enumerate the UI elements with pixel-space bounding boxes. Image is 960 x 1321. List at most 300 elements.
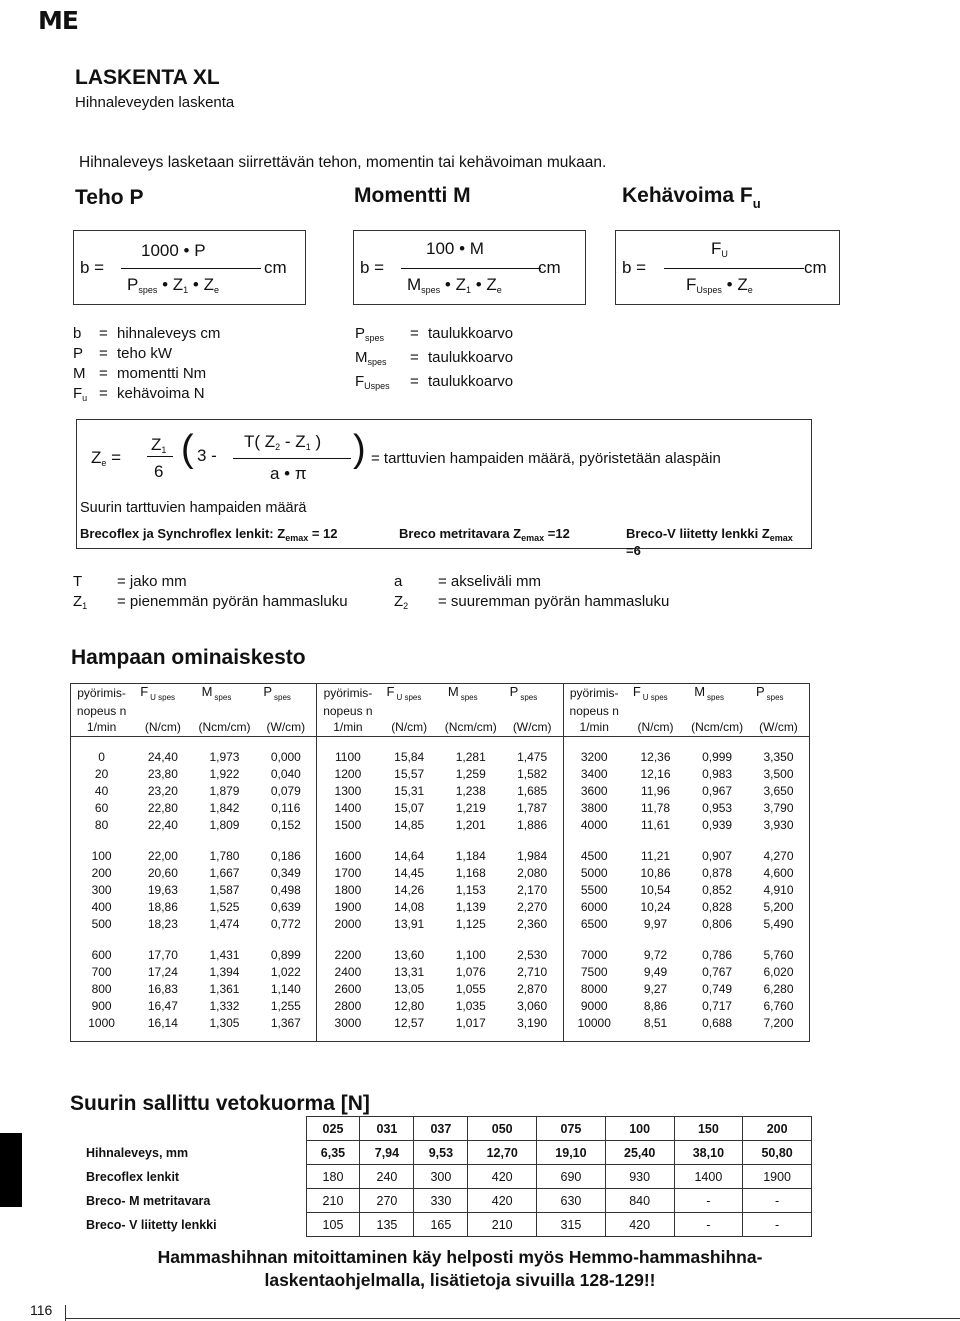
table-cell: 4500	[563, 847, 625, 864]
table-cell: 1,474	[209, 916, 240, 931]
header-cell: M $_{spes}$	[194, 684, 256, 703]
table-cell: 50,80	[743, 1141, 812, 1165]
spacer-row	[71, 932, 810, 946]
definition-desc: taulukkoarvo	[428, 373, 514, 390]
table-cell: 1,219	[455, 800, 486, 815]
definition-symbol: Mspes	[355, 349, 387, 367]
definition-eq: =	[410, 373, 419, 390]
header-cell: (Ncm/cm)	[691, 720, 744, 735]
code-cell: 100	[605, 1117, 674, 1141]
table-cell: 14,08	[394, 899, 425, 914]
code-cell: 150	[674, 1117, 743, 1141]
table-cell: 9,97	[643, 916, 668, 931]
table-cell: 0,907	[702, 848, 733, 863]
table-cell: 7,94	[360, 1141, 414, 1165]
table-cell: 15,31	[394, 783, 425, 798]
heading-teho: Teho P	[75, 186, 144, 209]
table-cell: 2400	[317, 963, 379, 980]
table-row	[76, 1189, 812, 1213]
table-cell: 400	[71, 898, 133, 915]
table-cell: 3,060	[517, 998, 548, 1013]
table-cell: 800	[71, 980, 133, 997]
vetokuorma-table	[76, 1116, 812, 1237]
definition-row	[73, 324, 220, 344]
formula-denominator: $P_{spes}$ • $Z_1$ • $Z_e$	[127, 275, 219, 295]
table-cell: 0,079	[270, 783, 301, 798]
table-cell: 0,939	[702, 817, 733, 832]
header-cell: P $_{spes}$	[255, 684, 316, 703]
header-cell: nopeus n	[563, 702, 625, 719]
header-cell: nopeus n	[317, 702, 379, 719]
table-cell: 5500	[563, 881, 625, 898]
header-row	[71, 684, 810, 703]
table-cell: 3200	[563, 748, 625, 765]
table-cell: 20	[71, 765, 133, 782]
table-cell: 7,200	[748, 1014, 810, 1031]
table-cell: 1,886	[517, 817, 548, 832]
table-cell: 3600	[563, 782, 625, 799]
table-cell: 1,140	[270, 981, 301, 996]
table-row	[71, 782, 810, 799]
definition-symbol: P	[73, 345, 84, 362]
table-cell: 0,186	[270, 848, 301, 863]
header-cell: (N/cm)	[637, 720, 674, 735]
open-paren: (	[181, 428, 194, 470]
table-cell: 1,431	[209, 947, 240, 962]
table-cell: 14,45	[394, 865, 425, 880]
table-row	[71, 963, 810, 980]
table-cell: 3,350	[748, 748, 810, 765]
table-cell: 240	[360, 1165, 414, 1189]
header-cell: pyörimis-	[563, 684, 625, 703]
table-cell: 420	[468, 1189, 537, 1213]
table-cell: 1,361	[209, 981, 240, 996]
page-rule-bottom	[65, 1318, 960, 1319]
table-cell: 9,72	[643, 947, 668, 962]
table-cell: 180	[306, 1165, 360, 1189]
formula-kehavoima	[615, 230, 840, 305]
table-row	[71, 980, 810, 997]
table-cell: 1,125	[455, 916, 486, 931]
header-cell: F $_{U spes}$	[132, 684, 193, 703]
definition-row	[355, 324, 513, 348]
formula-denominator: $M_{spes}$ • $Z_1$ • $Z_e$	[407, 275, 502, 295]
table-cell: 1800	[317, 881, 379, 898]
table-cell: 18,23	[147, 916, 178, 931]
table-cell: 2000	[317, 915, 379, 932]
table-cell: 10000	[563, 1014, 625, 1031]
table-cell: 38,10	[674, 1141, 743, 1165]
close-paren: )	[353, 428, 366, 470]
table-cell: 0	[71, 748, 133, 765]
table-cell: 13,60	[394, 947, 425, 962]
table-cell: 840	[605, 1189, 674, 1213]
table-cell: 1200	[317, 765, 379, 782]
table-cell: 22,40	[147, 817, 178, 832]
table-cell: 165	[414, 1213, 468, 1237]
header-cell	[686, 702, 748, 719]
header-cell	[502, 702, 563, 719]
table-cell: 3,500	[748, 765, 810, 782]
header-cell	[625, 702, 686, 719]
table-cell: 1,394	[209, 964, 240, 979]
page-number: 116	[30, 1302, 53, 1318]
spacer-row	[71, 833, 810, 847]
header-cell: pyörimis-	[71, 684, 133, 703]
table-cell: 22,00	[147, 848, 178, 863]
table-cell: 0,116	[271, 800, 301, 815]
header-cell: (N/cm)	[144, 720, 181, 735]
suurin-heading: Suurin tarttuvien hampaiden määrä	[80, 500, 307, 516]
table-cell: 6,020	[748, 963, 810, 980]
formula-unit: cm	[538, 258, 561, 277]
definition-desc: teho kW	[117, 345, 173, 362]
table-cell: 3000	[317, 1014, 379, 1031]
table-cell: 6500	[563, 915, 625, 932]
table-cell: 9,49	[643, 964, 668, 979]
table-cell: 14,64	[394, 848, 425, 863]
table-cell: 900	[71, 997, 133, 1014]
symbol-a: a = akseliväli mm	[394, 573, 541, 590]
table-cell: -	[743, 1213, 812, 1237]
table-cell: 16,47	[147, 998, 178, 1013]
table-cell: 11,78	[640, 800, 671, 815]
formula-lhs: b =	[360, 258, 385, 277]
table-row	[76, 1141, 812, 1165]
table-row	[76, 1165, 812, 1189]
table-cell: 0,828	[702, 899, 733, 914]
code-cell: 050	[468, 1117, 537, 1141]
table-cell: 60	[71, 799, 133, 816]
row-label: Breco- V liitetty lenkki	[86, 1217, 217, 1232]
table-cell: 1,879	[209, 783, 240, 798]
header-cell	[255, 702, 316, 719]
header-cell	[748, 702, 810, 719]
table-cell: 10,54	[640, 882, 671, 897]
table-cell: 1,587	[209, 882, 240, 897]
code-cell: 025	[306, 1117, 360, 1141]
definitions-left	[73, 324, 220, 408]
table-cell: 3,190	[517, 1015, 548, 1030]
table-cell: 1,255	[270, 998, 301, 1013]
table-cell: 2,170	[517, 882, 548, 897]
table-cell: 19,10	[537, 1141, 606, 1165]
header-cell	[379, 702, 440, 719]
table-cell: 12,70	[468, 1141, 537, 1165]
definition-symbol: b	[73, 325, 82, 342]
table-cell: 135	[360, 1213, 414, 1237]
formula-momentti	[353, 230, 586, 305]
table-cell: 0,983	[702, 766, 733, 781]
table-cell: 1,201	[455, 817, 486, 832]
symbol-t: T = jako mm	[73, 573, 187, 590]
table-cell: 0,878	[702, 865, 733, 880]
formula-numerator: $F_U$	[711, 239, 728, 259]
table-cell: 7500	[563, 963, 625, 980]
table-cell: 6,760	[748, 997, 810, 1014]
ze-z1: $Z_1$	[151, 435, 167, 455]
table-cell: 1500	[317, 816, 379, 833]
table-cell: 8,51	[643, 1015, 668, 1030]
definition-row	[73, 384, 220, 408]
table-cell: 1,281	[455, 749, 486, 764]
table-row	[71, 748, 810, 765]
table-cell: 1,100	[455, 947, 486, 962]
header-cell: pyörimis-	[317, 684, 379, 703]
table-cell: 9000	[563, 997, 625, 1014]
header-cell: (W/cm)	[512, 720, 552, 735]
table-row	[71, 847, 810, 864]
table-cell: 15,84	[394, 749, 425, 764]
formula-unit: cm	[804, 258, 827, 277]
table-row	[71, 915, 810, 932]
side-tab-marker	[0, 1133, 22, 1207]
spacer-row	[71, 1031, 810, 1041]
table-cell: 0,749	[702, 981, 733, 996]
table-cell: 2200	[317, 946, 379, 963]
symbol-z1: Z1 = pienemmän pyörän hammasluku	[73, 593, 348, 611]
formula-teho	[73, 230, 306, 305]
table-cell: 23,80	[147, 766, 178, 781]
formula-numerator: 100 • M	[426, 239, 484, 258]
table-cell: 700	[71, 963, 133, 980]
table-cell: 0,999	[702, 749, 733, 764]
table-cell: -	[674, 1189, 743, 1213]
definition-symbol: M	[73, 365, 86, 382]
code-cell: 037	[414, 1117, 468, 1141]
table-cell: 12,16	[640, 766, 671, 781]
table-row	[71, 864, 810, 881]
hampaan-title: Hampaan ominaiskesto	[71, 646, 306, 669]
ze-result: = tarttuvien hampaiden määrä, pyöristetään alaspäin	[371, 450, 721, 467]
definition-eq: =	[99, 345, 108, 362]
table-row	[71, 997, 810, 1014]
table-cell: 4,600	[748, 864, 810, 881]
table-cell: 2600	[317, 980, 379, 997]
table-cell: 20,60	[147, 865, 178, 880]
table-cell: 1,984	[517, 848, 548, 863]
table-cell: 2,080	[517, 865, 548, 880]
header-cell: P $_{spes}$	[748, 684, 810, 703]
table-cell: 14,26	[394, 882, 425, 897]
table-cell: -	[743, 1189, 812, 1213]
table-cell: 1300	[317, 782, 379, 799]
table-cell: 2,870	[517, 981, 548, 996]
table-cell: 0,639	[270, 899, 301, 914]
table-cell: 0,899	[270, 947, 301, 962]
table-cell: 3,930	[748, 816, 810, 833]
table-cell: 19,63	[147, 882, 178, 897]
table-cell: 11,21	[640, 848, 671, 863]
page-title: LASKENTA XL	[75, 66, 220, 89]
table-cell: 1,780	[209, 848, 240, 863]
spacer-row	[71, 736, 810, 748]
table-cell: 12,80	[394, 998, 425, 1013]
table-cell: 1,475	[517, 749, 548, 764]
table-cell: 1400	[674, 1165, 743, 1189]
table-cell: 17,70	[147, 947, 178, 962]
header-cell: (Ncm/cm)	[444, 720, 497, 735]
formula-denominator: $F_{Uspes}$ • $Z_e$	[686, 275, 753, 295]
table-cell: 420	[468, 1165, 537, 1189]
table-cell: 1,259	[455, 766, 486, 781]
formula-lhs: b =	[622, 258, 647, 277]
definition-eq: =	[410, 325, 419, 342]
ze-lhs: $Z_e$ =	[91, 448, 122, 468]
definition-symbol: Fu	[73, 385, 88, 403]
heading-momentti: Momentti M	[354, 184, 471, 207]
table-cell: 0,786	[702, 947, 733, 962]
table-cell: 3,790	[748, 799, 810, 816]
table-cell: 0,498	[270, 882, 301, 897]
table-row	[76, 1213, 812, 1237]
table-cell: 2800	[317, 997, 379, 1014]
table-cell: 11,61	[640, 817, 671, 832]
table-cell: 270	[360, 1189, 414, 1213]
table-cell: 0,953	[702, 800, 733, 815]
table-cell: 315	[537, 1213, 606, 1237]
table-cell: 5,490	[748, 915, 810, 932]
code-row	[76, 1117, 812, 1141]
definition-symbol: Pspes	[355, 325, 385, 343]
table-cell: 16,14	[147, 1015, 178, 1030]
table-cell: 8000	[563, 980, 625, 997]
table-cell: 1,139	[455, 899, 486, 914]
table-row	[71, 881, 810, 898]
table-cell: 1,184	[455, 848, 486, 863]
header-cell: nopeus n	[71, 702, 133, 719]
definition-eq: =	[410, 349, 419, 366]
table-cell: 23,20	[147, 783, 178, 798]
footer-line-2: laskentaohjelmalla, lisätietoja sivuilla 128-129!!	[264, 1270, 656, 1290]
formula-lhs: b =	[80, 258, 105, 277]
table-cell: 200	[71, 864, 133, 881]
footer-note	[80, 1246, 840, 1292]
table-cell: 18,86	[147, 899, 178, 914]
suurin-item-2: Breco metritavara $Z_{emax} =12$	[399, 526, 570, 543]
table-row	[71, 816, 810, 833]
table-cell: 1,035	[455, 998, 486, 1013]
table-cell: 40	[71, 782, 133, 799]
header-cell	[194, 702, 256, 719]
table-cell: 8,86	[643, 998, 668, 1013]
table-cell: 1,685	[517, 783, 548, 798]
table-cell: 1700	[317, 864, 379, 881]
table-cell: 105	[306, 1213, 360, 1237]
heading-kehavoima: Kehävoima $F_u$	[622, 184, 761, 211]
definition-row	[73, 364, 220, 384]
table-cell: 11,96	[640, 783, 671, 798]
table-cell: 14,85	[394, 817, 425, 832]
table-cell: 330	[414, 1189, 468, 1213]
table-cell: 3,650	[748, 782, 810, 799]
table-cell: -	[674, 1213, 743, 1237]
table-cell: 1,022	[270, 964, 301, 979]
table-cell: 12,36	[640, 749, 671, 764]
ze-three: 3 -	[197, 446, 217, 465]
table-cell: 10,86	[640, 865, 671, 880]
definition-desc: hihnaleveys cm	[117, 325, 221, 342]
table-cell: 0,152	[270, 817, 301, 832]
hampaan-table	[70, 683, 810, 1042]
table-cell: 1100	[317, 748, 379, 765]
ze-formula-box	[76, 419, 812, 558]
code-cell: 200	[743, 1117, 812, 1141]
table-cell: 13,05	[394, 981, 425, 996]
header-cell: (Ncm/cm)	[198, 720, 251, 735]
row-label: Brecoflex lenkit	[86, 1169, 180, 1184]
header-cell: (N/cm)	[391, 720, 428, 735]
table-cell: 5,200	[748, 898, 810, 915]
header-cell: (W/cm)	[266, 720, 306, 735]
table-cell: 9,27	[643, 981, 668, 996]
header-cell: M $_{spes}$	[440, 684, 502, 703]
definition-desc: kehävoima N	[117, 385, 205, 402]
definition-eq: =	[99, 385, 108, 402]
table-cell: 4000	[563, 816, 625, 833]
table-row	[71, 765, 810, 782]
header-cell	[440, 702, 502, 719]
header-cell: 1/min	[317, 719, 379, 736]
table-cell: 600	[71, 946, 133, 963]
definition-desc: taulukkoarvo	[428, 349, 514, 366]
table-cell: 0,852	[702, 882, 733, 897]
table-cell: 1,168	[455, 865, 486, 880]
table-cell: 24,40	[147, 749, 178, 764]
table-cell: 1,238	[455, 783, 486, 798]
definition-symbol: FUspes	[355, 373, 390, 391]
header-cell: F $_{U spes}$	[625, 684, 686, 703]
definitions-right	[355, 324, 513, 396]
table-cell: 1600	[317, 847, 379, 864]
header-cell: (W/cm)	[748, 719, 810, 736]
table-cell: 3800	[563, 799, 625, 816]
table-cell: 2,530	[517, 947, 548, 962]
ze-six: 6	[154, 462, 164, 481]
table-cell: 630	[537, 1189, 606, 1213]
table-row	[71, 946, 810, 963]
definition-row	[355, 348, 513, 372]
table-cell: 6000	[563, 898, 625, 915]
code-cell: 075	[537, 1117, 606, 1141]
footer-line-1: Hammashihnan mitoittaminen käy helposti myös Hemmo-hammashihna-	[157, 1247, 763, 1267]
definition-eq: =	[99, 325, 108, 342]
table-cell: 1,367	[270, 1015, 301, 1030]
table-cell: 15,57	[394, 766, 425, 781]
code-cell: 031	[360, 1117, 414, 1141]
vetokuorma-title: Suurin sallittu vetokuorma [N]	[70, 1092, 370, 1115]
table-cell: 15,07	[394, 800, 425, 815]
table-cell: 4,270	[748, 847, 810, 864]
header-row	[71, 702, 810, 719]
table-cell: 1900	[317, 898, 379, 915]
table-cell: 10,24	[640, 899, 671, 914]
table-cell: 1,667	[209, 865, 240, 880]
header-cell: M $_{spes}$	[686, 684, 748, 703]
table-cell: 420	[605, 1213, 674, 1237]
table-cell: 1400	[317, 799, 379, 816]
table-cell: 0,349	[270, 865, 301, 880]
table-cell: 3400	[563, 765, 625, 782]
table-cell: 13,31	[394, 964, 425, 979]
table-cell: 1,525	[209, 899, 240, 914]
suurin-item-1: Brecoflex ja Synchroflex lenkit: $Z_{emax} = 12$	[80, 526, 338, 543]
table-cell: 0,806	[702, 916, 733, 931]
table-cell: 300	[71, 881, 133, 898]
table-cell: 2,270	[517, 899, 548, 914]
definition-row	[73, 344, 220, 364]
table-cell: 210	[468, 1213, 537, 1237]
